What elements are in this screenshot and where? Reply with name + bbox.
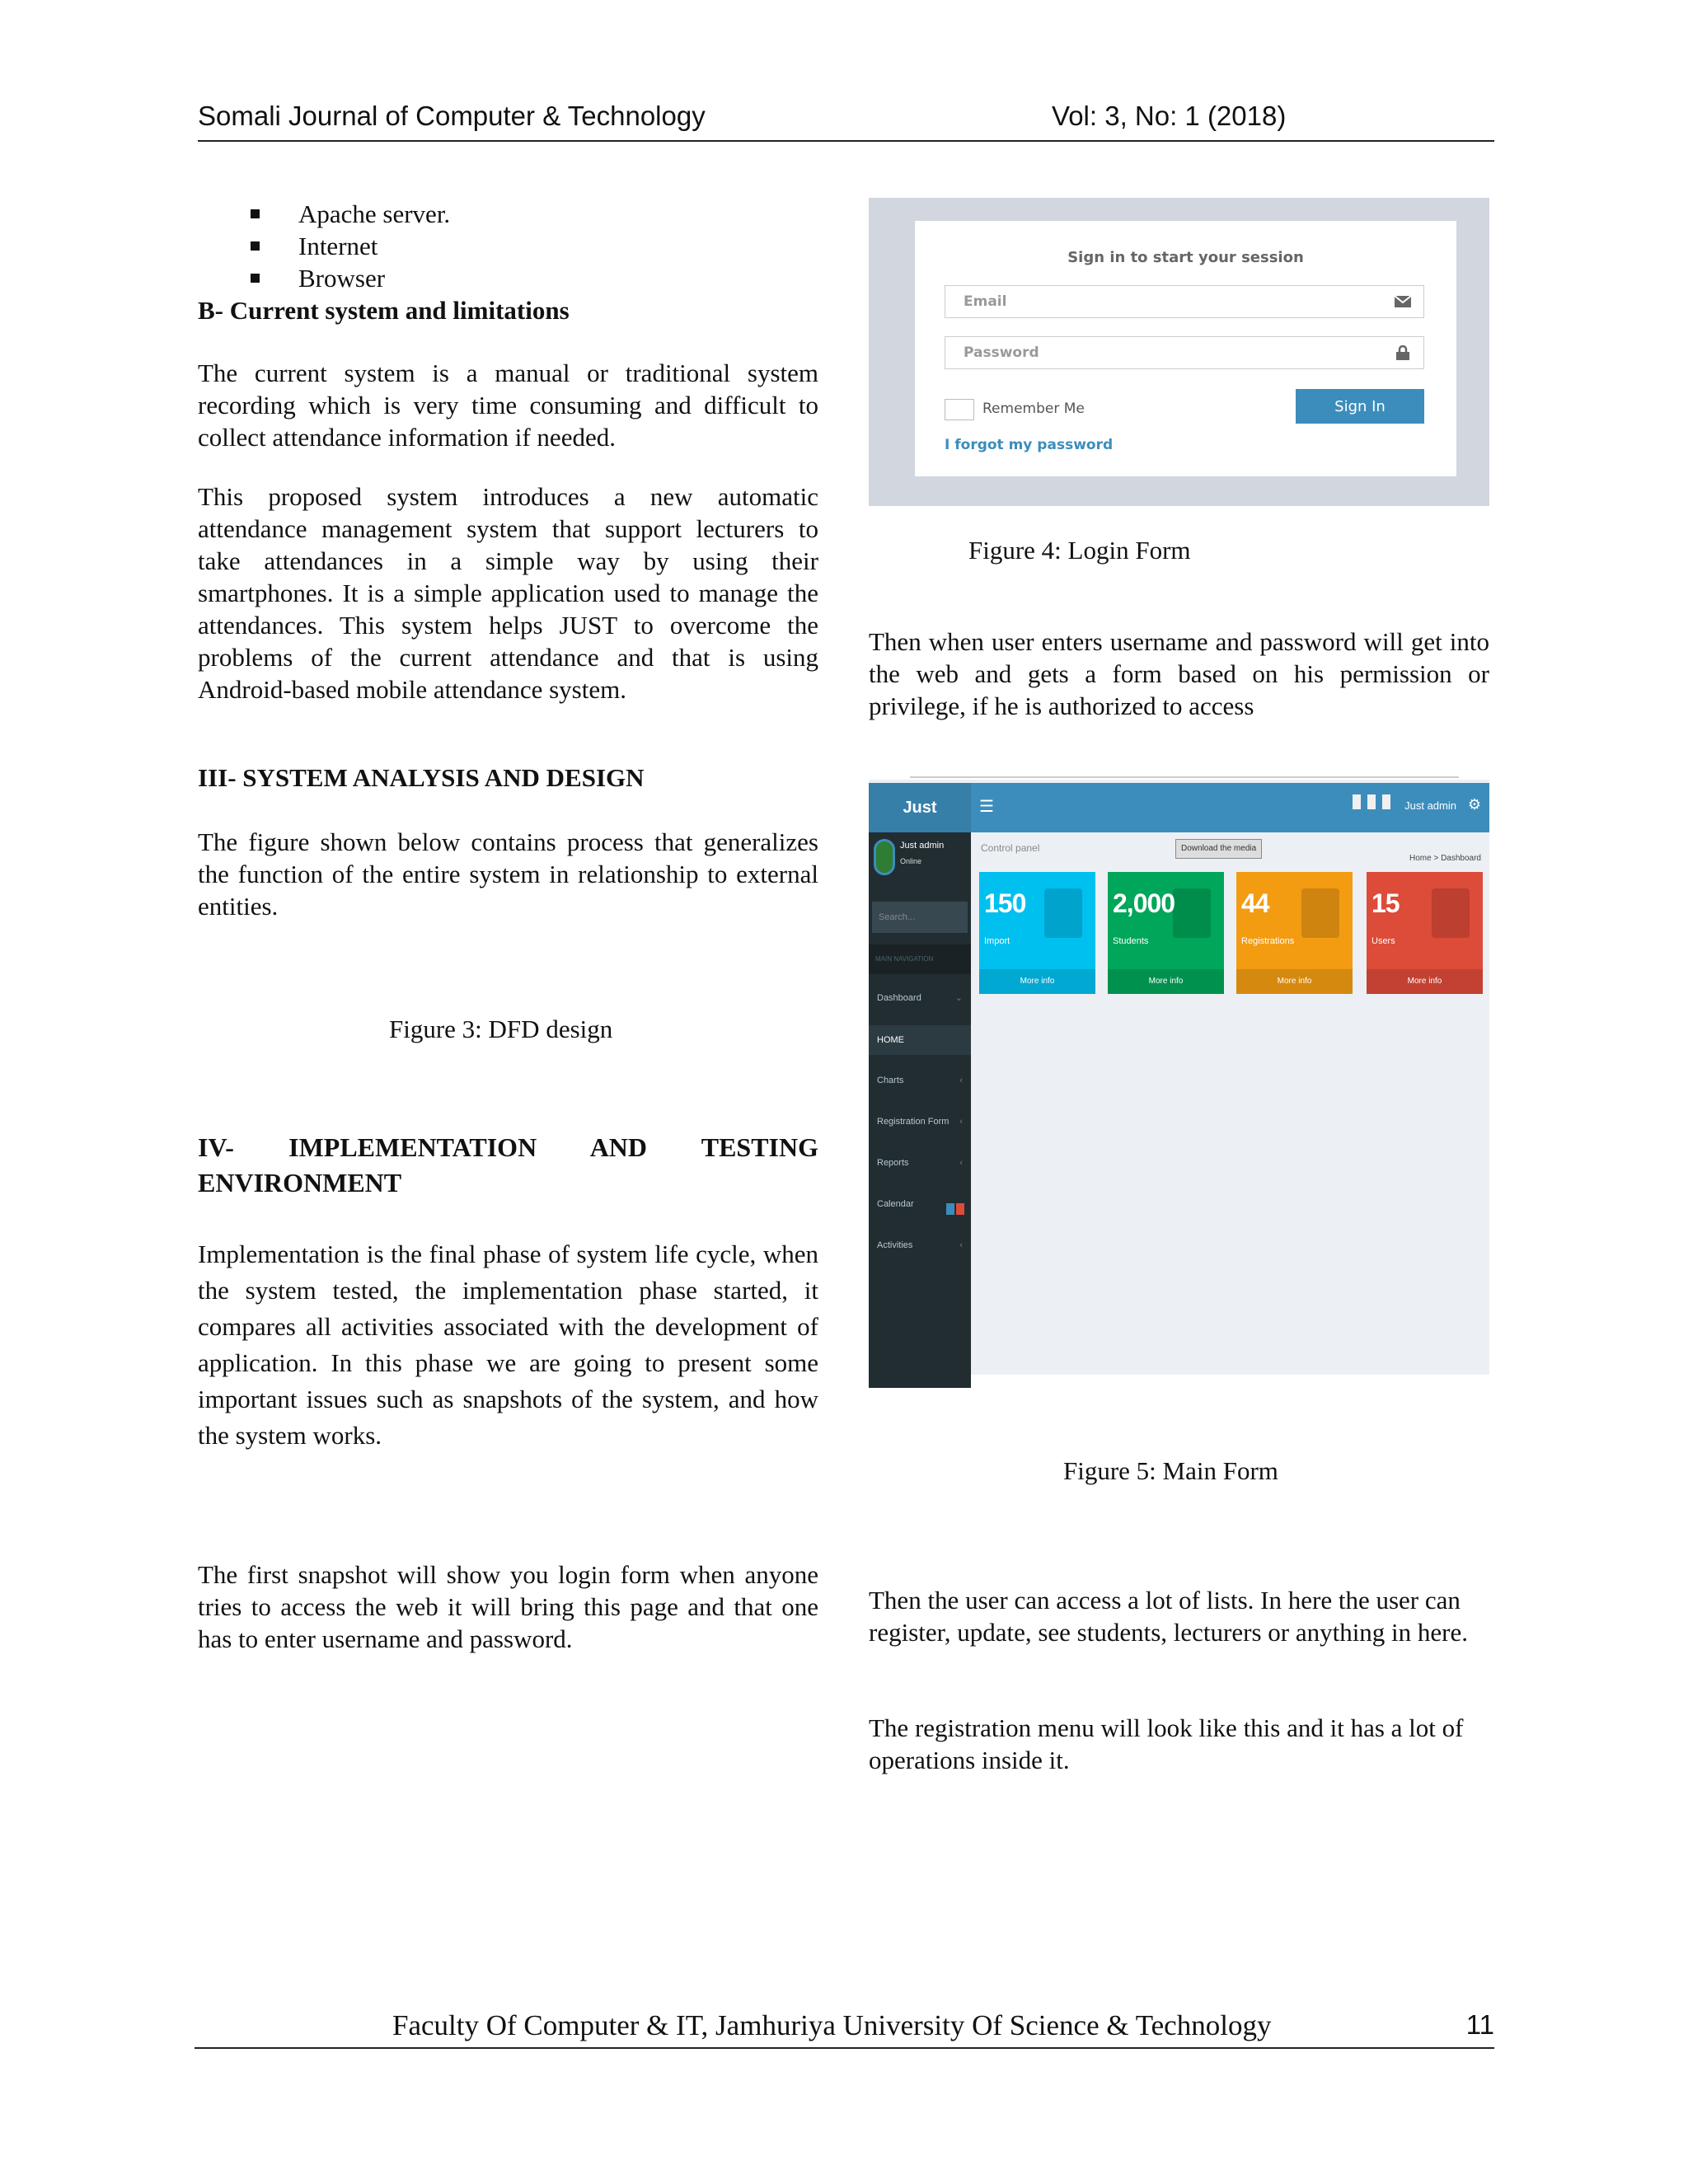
- password-placeholder: Password: [964, 344, 1039, 361]
- journal-title: Somali Journal of Computer & Technology: [198, 101, 706, 131]
- sidebar-item-charts[interactable]: Charts ‹: [877, 1076, 963, 1085]
- section-3-heading: III- SYSTEM ANALYSIS AND DESIGN: [198, 763, 645, 792]
- more-info-link[interactable]: More info: [1236, 969, 1353, 994]
- online-status: Online: [900, 857, 922, 865]
- paragraph-after-login: Then when user enters username and password will get into the web and gets a form based on his permission or privilege, if he is authorized to access: [869, 627, 1489, 720]
- breadcrumb[interactable]: Home > Dashboard: [1409, 854, 1481, 863]
- journal-volume: Vol: 3, No: 1 (2018): [1052, 101, 1287, 131]
- faculty-name: Faculty Of Computer & IT, Jamhuriya University Of Science & Technology: [392, 2009, 1272, 2041]
- paragraph-implementation: Implementation is the final phase of system life cycle, when the system tested, the implementation phase started, it compares all activities associated with the development of application. In this phase we are going to present some important issues such as snapshots of the system, and how the system works.: [198, 1240, 818, 1450]
- paragraph-current-system: The current system is a manual or traditional system recording which is very time consuming and difficult to collect attendance information if needed.: [198, 359, 818, 452]
- login-form-figure: [869, 198, 1489, 506]
- forgot-password-link[interactable]: I forgot my password: [945, 437, 1114, 453]
- stat-box-users: [1367, 872, 1483, 994]
- login-title: Sign in to start your session: [1067, 249, 1304, 266]
- stat-label: Import: [984, 936, 1010, 946]
- requirements-list: [247, 198, 450, 294]
- figure-4-caption: Figure 4: Login Form: [968, 536, 1191, 565]
- sidebar-item-registration[interactable]: Registration Form ‹: [877, 1117, 963, 1127]
- sidebar-item-reports[interactable]: Reports ‹: [877, 1158, 963, 1168]
- section-b-heading: B- Current system and limitations: [198, 296, 570, 325]
- list-item: Internet: [247, 230, 450, 262]
- list-item: Apache server.: [247, 198, 450, 230]
- content-title: Control panel: [981, 842, 1040, 854]
- running-header: [198, 97, 1494, 142]
- figure-5-caption: Figure 5: Main Form: [1063, 1456, 1278, 1485]
- list-item: Browser: [247, 262, 450, 294]
- search-input[interactable]: Search...: [872, 902, 968, 933]
- stat-box-students: [1108, 872, 1224, 994]
- stat-value: 150: [984, 888, 1026, 918]
- paragraph-first-snapshot: The first snapshot will show you login form when anyone tries to access the web it will bring this page and that one has to enter username and password.: [198, 1560, 818, 1653]
- bar-chart-icon: [1173, 888, 1211, 938]
- paragraph-lists: Then the user can access a lot of lists. In here the user can register, update, see students, lecturers or anything in here.: [869, 1586, 1469, 1647]
- more-info-link[interactable]: More info: [979, 969, 1095, 994]
- stat-value: 44: [1241, 888, 1269, 918]
- app-logo[interactable]: Just: [869, 783, 971, 832]
- email-field[interactable]: [945, 285, 1424, 318]
- sidebar-item-calendar[interactable]: Calendar: [869, 1190, 971, 1231]
- sidebar-item-dashboard[interactable]: Dashboard ⌄: [877, 993, 963, 1003]
- user-menu[interactable]: Just admin: [1404, 799, 1456, 812]
- gear-icon[interactable]: ⚙: [1467, 796, 1481, 813]
- stat-box-import: [979, 872, 1095, 994]
- main-footer: [971, 1375, 1489, 1388]
- nav-header: MAIN NAVIGATION: [869, 944, 971, 974]
- paragraph-dfd-intro: The figure shown below contains process that generalizes the function of the entire system in relationship to external entities.: [198, 827, 818, 921]
- more-info-link[interactable]: More info: [1108, 969, 1224, 994]
- top-navbar: [869, 783, 1489, 832]
- login-box: [915, 221, 1456, 476]
- stat-box-registrations: [1236, 872, 1353, 994]
- main-form-figure: [869, 780, 1489, 1388]
- stat-value: 2,000: [1113, 888, 1175, 918]
- paragraph-registration-menu: The registration menu will look like this and it has a lot of operations inside it.: [869, 1713, 1464, 1774]
- section-4-heading-line1: IV- IMPLEMENTATION AND TESTING: [198, 1132, 818, 1162]
- more-info-link[interactable]: More info: [1367, 969, 1483, 994]
- sidebar: [869, 832, 971, 1388]
- download-media-button[interactable]: Download the media: [1175, 839, 1262, 859]
- figure-divider: [910, 776, 1459, 778]
- sign-in-button[interactable]: Sign In: [1296, 389, 1424, 424]
- import-icon: [1044, 888, 1082, 938]
- stat-value: 15: [1372, 888, 1400, 918]
- paragraph-proposed-system: This proposed system introduces a new automatic attendance management system that support lecturers to take attendances in a simple way by using their smartphones. It is a simple application used to manage the attendances. This system helps JUST to overcome the problems of the current attendance and that is using Android-based mobile attendance system.: [198, 482, 818, 704]
- lock-icon: [1394, 345, 1412, 360]
- page-number: 11: [1465, 2009, 1494, 2040]
- email-placeholder: Email: [964, 293, 1007, 310]
- envelope-icon: [1394, 294, 1412, 309]
- sidebar-username: Just admin: [900, 841, 945, 851]
- sidebar-item-home[interactable]: HOME: [869, 1025, 971, 1055]
- password-field[interactable]: [945, 336, 1424, 369]
- stat-label: Students: [1113, 936, 1149, 946]
- stat-label: Registrations: [1241, 936, 1295, 946]
- user-add-icon: [1301, 888, 1339, 938]
- sidebar-menu: [869, 984, 971, 1272]
- notification-icons[interactable]: [1346, 794, 1390, 813]
- avatar: [874, 839, 895, 875]
- remember-me-label: Remember Me: [982, 401, 1085, 417]
- remember-me-checkbox[interactable]: [945, 399, 974, 420]
- running-footer: [195, 2004, 1494, 2049]
- sidebar-item-activities[interactable]: Activities ‹: [877, 1240, 963, 1250]
- figure-3-caption: Figure 3: DFD design: [389, 1015, 613, 1043]
- menu-toggle-icon[interactable]: ☰: [979, 798, 994, 816]
- section-4-heading-line2: ENVIRONMENT: [198, 1168, 402, 1197]
- pie-chart-icon: [1432, 888, 1470, 938]
- stat-label: Users: [1372, 936, 1395, 946]
